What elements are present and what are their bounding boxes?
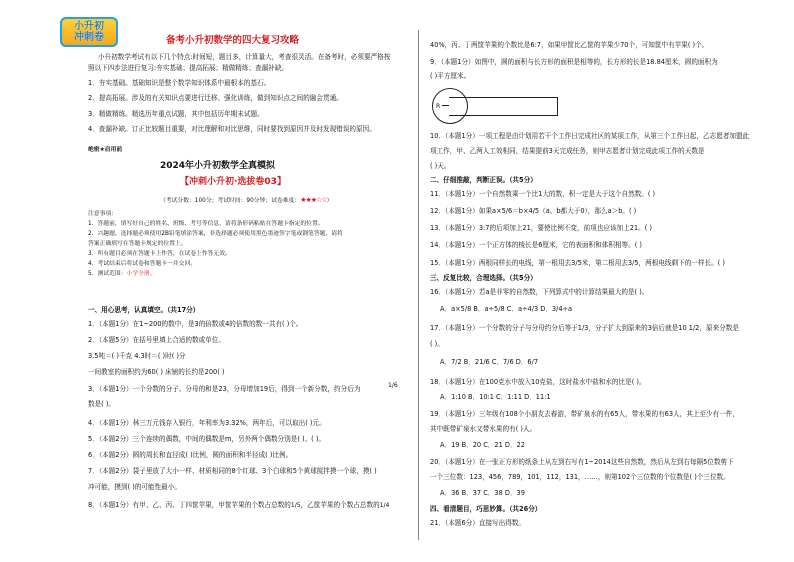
question-13: 13．（本题1分）3:7的后项加上21，要使比例不变，前项也应该加上21。( ) (430, 224, 652, 232)
question-19-options: A．19 B．20 C．21 D．22 (440, 441, 525, 449)
question-20: 20．（本题1分）在一张正方形的纸条上从左到右写有1~2014这些自然数，然后从左到右每隔5位数剪下 (430, 458, 734, 466)
question-8-text-b: ，乙筐苹果的个数占总数的 (300, 501, 380, 509)
q8-fraction-1: 1/5 (290, 502, 301, 509)
logo-line-2: 冲刺卷 (74, 32, 104, 43)
question-7: 7．（本题2分）袋子里放了大小一样、材质相同的8个红球、3个白球和5个黄球搅拌摸一个球，摸( ) (88, 467, 377, 475)
question-16-options: A．a×5/8 B．a÷5/8 C．a÷4/3 D．3/4÷a (440, 305, 573, 313)
exam-meta-end: ） (326, 198, 333, 204)
question-12: 12．（本题1分）如果a×5/6＝b×4/5（a、b都大于0），那么a＞b。( ) (430, 207, 637, 215)
question-2a: 3.5吨＝( )千克 4.3时＝( )时( )分 (88, 352, 186, 360)
question-8-cont: 40%，丙、丁两筐苹果的个数比是6:7，如果甲筐比乙筐的苹果少70个，可知筐中有苹果( )个。 (430, 41, 709, 49)
brand-logo (60, 17, 118, 47)
question-17-options: A．7/2 B．21/6 C．7/6 D．6/7 (440, 358, 539, 366)
section-true-false: 二、仔细推敲，判断正误。（共5分） (430, 176, 537, 184)
figure-radius-label: R (436, 103, 441, 110)
question-4: 4．（本题1分）林三万元钱存入银行，年利率为3.32%，两年后，可以取出( )元。 (88, 419, 326, 427)
question-20-cont: 一个三位数：123，456，789，101，112，131，……，则第102个三位数的个位数是( )个三位数。 (430, 473, 730, 481)
secret-mark: 绝密★启用前 (88, 147, 123, 153)
question-19-cont: 其中既带矿泉水又带水果的有( )人。 (430, 425, 537, 433)
tip-3: 3．精做精练。精选历年重点试题，其中包括历年期末试题。 (88, 110, 264, 118)
note-3: 3．所有题目必须在答题卡上作答，在试卷上作答无效。 (88, 251, 231, 257)
note-2-cont: 答案正确填写在答题卡规定的位置上。 (88, 241, 187, 247)
q9-figure (432, 88, 562, 124)
tip-2: 2．提高拓展。涉及的有关知识点要进行迁移、强化训练，做到知识点之间的融会贯通。 (88, 94, 343, 102)
figure-radius-line (442, 105, 449, 106)
note-4: 4．考试结束后将试卷和答题卡一并交回。 (88, 261, 197, 267)
question-14: 14．（本题1分）一个正方体的棱长是6厘米，它的表面积和体积相等。( ) (430, 241, 642, 249)
right-column (418, 0, 794, 562)
question-17: 17．（本题1分）一个分数的分子与分母约分后等于1/3，分子扩大到原来的3倍后就是10 1/2，原来分数是 (430, 324, 739, 332)
question-10-blank: ( )天。 (430, 162, 451, 170)
note-5 (88, 270, 155, 279)
question-17-cont: ( )。 (430, 340, 444, 348)
question-5: 5．（本题2分）三个连续的偶数，中间的偶数是m，另外两个偶数分别是( )、( )。 (88, 435, 325, 443)
difficulty-stars: ★★★☆☆ (300, 196, 327, 204)
tip-1: 1．夯实基础。基础知识是整个数学知识体系中最根本的基石。 (88, 79, 271, 87)
strategy-title: 备考小升初数学的四大复习攻略 (166, 35, 300, 46)
figure-rectangle (449, 97, 558, 116)
note-2: 2．兴趣题、选择题必须使用2B铅笔填涂答案，非选择题必须使用黑色墨迹签字笔或钢笔答题，请将 (88, 231, 343, 237)
exam-subtitle: 【冲刺小升初·选拔卷03】 (180, 177, 286, 187)
q3-fraction: 1/6 (388, 382, 398, 389)
note-1: 1．答题前，填写好自己的姓名、班级、考号等信息，请将条形码粘贴在答题卡指定的位置。 (88, 221, 324, 227)
section-calculation: 四、看清题目，巧思妙算。（共26分） (430, 505, 542, 513)
question-7-cont: 冲可能，摸到( )的可能性最小。 (88, 483, 181, 491)
notes-title: 注意事项： (88, 211, 117, 217)
q8-fraction-2: 1/4 (379, 502, 390, 509)
question-9: 9．（本题1分）如图中，圆的面积与长方形的面积是相等的，长方形的长是18.84厘米，圆的面积为 (430, 58, 718, 66)
question-8-text: 8．（本题1分）有甲、乙、丙、丁四筐苹果，甲筐苹果的个数占总数的 (88, 501, 291, 509)
question-9-cont: ( )平方厘米。 (430, 72, 471, 80)
question-11: 11．（本题1分）一个自然数乘一个比1大的数，积一定是大于这个自然数。( ) (430, 190, 656, 198)
exam-title: 2024年小升初数学全真模拟 (160, 161, 276, 171)
question-18-options: A．1:10 B．10:1 C．1:11 D．11:1 (440, 393, 551, 401)
question-18: 18．（本题1分）在100克水中放入10克盐，这时盐水中盐和水的比是( )。 (430, 378, 646, 386)
question-2b: 一间教室的面积约为60( ) 床铺的长约是200( ) (88, 368, 225, 376)
tip-4: 4．查漏补缺。订正比较题目重要，对比理解和对比思维，同时要找到原因并及时发现错误的原因。 (88, 125, 376, 133)
question-15: 15．（本题1分）两根同样长的电线，第一根用去3/5米，第二根用去3/5，两根电线剩下的一样长。( ) (430, 259, 725, 267)
question-3: 3．（本题1分）一个分数的分子、分母的和是23，分母增加19后，得到一个新分数，约分后为 (88, 385, 361, 393)
question-2: 2．（本题5分）在括号里填上合适的数或单位。 (88, 336, 225, 344)
question-3-cont: 数是( )。 (88, 400, 116, 408)
intro-line-2: 照以下四步法进行复习:夯实基础；提高拓展；精做精练；查漏补缺。 (88, 64, 289, 72)
scope-label: 5．测试范围： (88, 271, 127, 277)
question-20-options: A．36 B．37 C．38 D．39 (440, 489, 525, 497)
scope-value: 小学全册。 (126, 271, 156, 277)
question-19: 19．（本题1分）三年级有108个小朋友去春游，带矿泉水的有65人，带水果的有63人，其上至少有一件， (430, 410, 739, 418)
intro-line-1: 小升初数学考试有以下几个特点:时间短，题目多，计算量大，考查很灵活。在备考时，必须要严格按 (98, 53, 391, 61)
question-10: 10．（本题1分）一项工程是由计划用若干个工作日完成社区的某项工作，从第三个工作日起，乙志愿者加盟此 (430, 132, 750, 140)
question-21: 21．（本题6分）直接写出得数。 (430, 519, 526, 527)
section-fill-blank: 一、用心思考，认真填空。（共17分） (88, 306, 200, 314)
exam-meta-text: （考试分数：100分；考试时间：90分钟；试卷难度： (160, 198, 301, 204)
section-multiple-choice: 三、反复比较，合理选择。（共5分） (430, 274, 537, 282)
question-10-cont: 项工作，甲、乙两人工效相同，结果提前3天完成任务，则甲志愿者计划完成此项工作的天数是 (430, 147, 705, 155)
question-1: 1．（本题1分）在1~200的数中，是3的倍数或4的倍数的数一共有( )个。 (88, 320, 303, 328)
exam-meta (160, 196, 332, 206)
question-6: 6．（本题2分）圆的周长和直径成( )比例，圆的面积和半径成( )比例。 (88, 451, 293, 459)
question-8 (88, 501, 389, 510)
question-16: 16．（本题1分）若a是非零的自然数，下列算式中的计算结果最大的是( )。 (430, 288, 649, 296)
logo-line-1: 小升初 (74, 21, 104, 32)
